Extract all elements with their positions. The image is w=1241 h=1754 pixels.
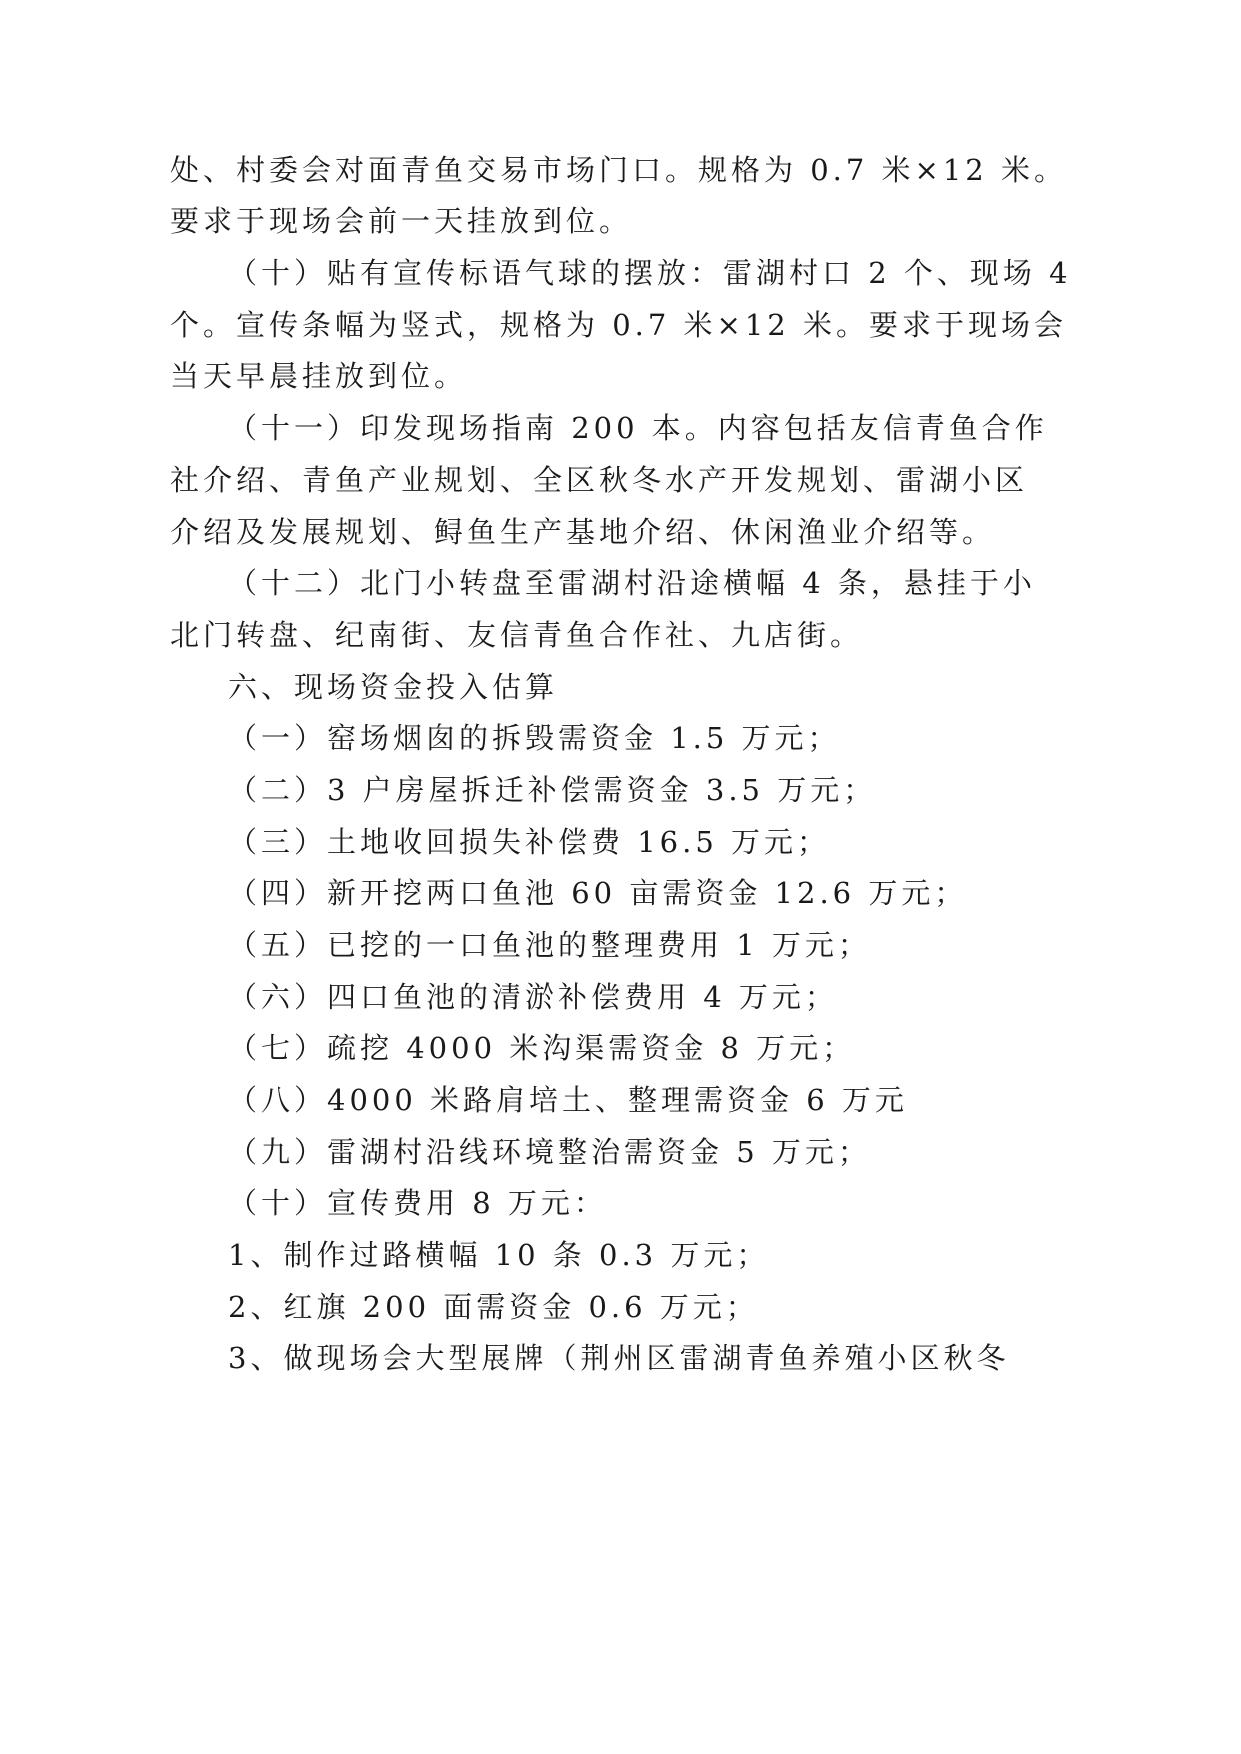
body-text-line-8: 介绍及发展规划、鲟鱼生产基地介绍、休闲渔业介绍等。 [170, 515, 996, 549]
budget-item-1: （一）窑场烟囱的拆毁需资金 1.5 万元； [228, 721, 841, 755]
budget-item-9: （九）雷湖村沿线环境整治需资金 5 万元； [228, 1135, 871, 1169]
body-text-line-4: 个。宣传条幅为竖式，规格为 0.7 米×12 米。要求于现场会 [170, 308, 1067, 342]
sub-item-2: 2、红旗 200 面需资金 0.6 万元； [228, 1290, 759, 1324]
body-text-line-3: （十）贴有宣传标语气球的摆放：雷湖村口 2 个、现场 4 [228, 256, 1072, 290]
sub-item-3: 3、做现场会大型展牌（荆州区雷湖青鱼养殖小区秋冬 [228, 1341, 1010, 1375]
sub-item-1: 1、制作过路横幅 10 条 0.3 万元； [228, 1238, 770, 1272]
body-text-line-1: 处、村委会对面青鱼交易市场门口。规格为 0.7 米×12 米。 [170, 153, 1067, 187]
budget-item-6: （六）四口鱼池的清淤补偿费用 4 万元； [228, 980, 838, 1014]
body-text-line-10: 北门转盘、纪南街、友信青鱼合作社、九店街。 [170, 618, 864, 652]
budget-item-7: （七）疏挖 4000 米沟渠需资金 8 万元； [228, 1031, 856, 1065]
body-text-line-6: （十一）印发现场指南 200 本。内容包括友信青鱼合作 [228, 411, 1048, 445]
budget-item-10: （十）宣传费用 8 万元： [228, 1186, 607, 1220]
body-text-line-2: 要求于现场会前一天挂放到位。 [170, 204, 633, 238]
budget-item-8: （八）4000 米路肩培土、整理需资金 6 万元 [228, 1083, 908, 1117]
budget-item-5: （五）已挖的一口鱼池的整理费用 1 万元； [228, 928, 871, 962]
budget-item-4: （四）新开挖两口鱼池 60 亩需资金 12.6 万元； [228, 876, 968, 910]
budget-item-2: （二）3 户房屋拆迁补偿需资金 3.5 万元； [228, 773, 877, 807]
body-text-line-9: （十二）北门小转盘至雷湖村沿途横幅 4 条，悬挂于小 [228, 566, 1036, 600]
body-text-line-5: 当天早晨挂放到位。 [170, 359, 468, 393]
body-text-line-7: 社介绍、青鱼产业规划、全区秋冬水产开发规划、雷湖小区 [170, 463, 1029, 497]
budget-item-3: （三）土地收回损失补偿费 16.5 万元； [228, 825, 831, 859]
section-heading: 六、现场资金投入估算 [228, 670, 559, 704]
